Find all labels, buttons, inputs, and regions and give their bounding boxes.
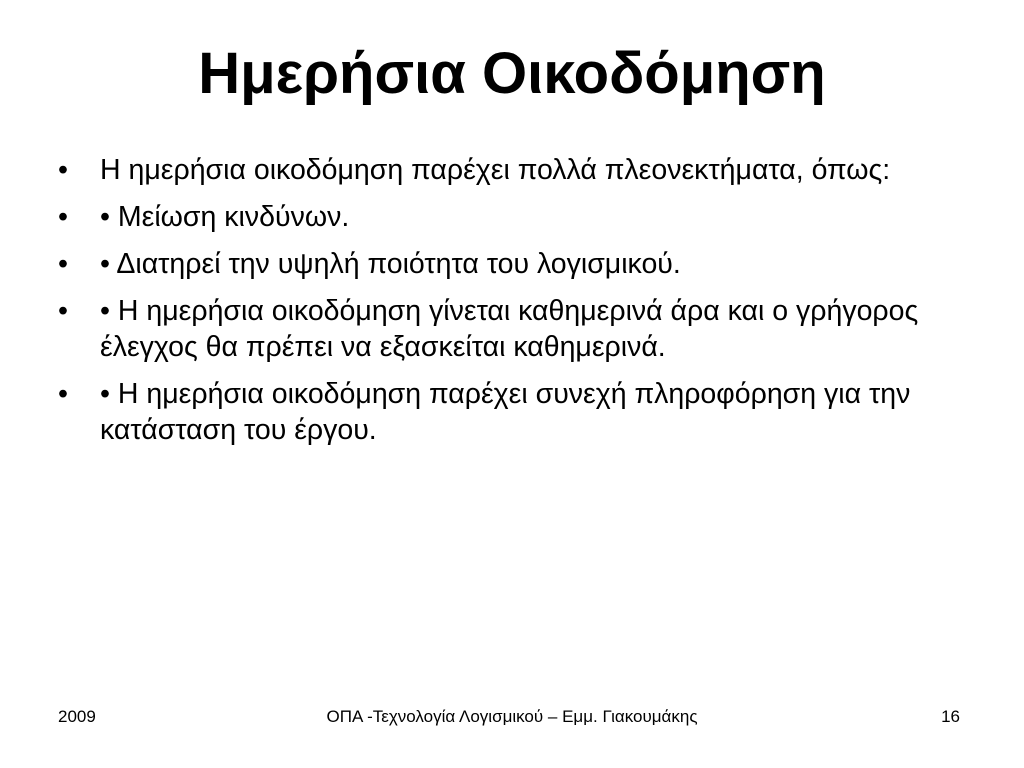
footer-course: ΟΠΑ -Τεχνολογία Λογισμικού – Εμμ. Γιακουμάκης (326, 707, 698, 726)
bullet-text: • Η ημερήσια οικοδόμηση παρέχει συνεχή πληροφόρηση για την κατάσταση του έργου. (100, 378, 911, 446)
slide-title: Ημερήσια Οικοδόμηση (198, 41, 826, 106)
bullet-text: • Η ημερήσια οικοδόμηση γίνεται καθημερινά άρα και ο γρήγορος έλεγχος θα πρέπει να εξασκείται καθημερινά. (100, 295, 919, 363)
bullet-text: • Διατηρεί την υψηλή ποιότητα του λογισμικού. (100, 248, 681, 280)
bullet-text: • Μείωση κινδύνων. (100, 201, 350, 233)
bullet-list (58, 152, 988, 459)
bullet-item (58, 246, 988, 282)
bullet-dot-icon: • (58, 248, 68, 280)
bullet-dot-icon: • (58, 201, 68, 233)
bullet-dot-icon: • (58, 154, 68, 186)
bullet-dot-icon: • (58, 378, 68, 410)
bullet-item (58, 199, 988, 235)
footer-page-number: 16 (941, 707, 960, 726)
bullet-item (58, 152, 988, 188)
bullet-text: Η ημερήσια οικοδόμηση παρέχει πολλά πλεονεκτήματα, όπως: (100, 154, 891, 186)
bullet-dot-icon: • (58, 295, 68, 327)
footer-year: 2009 (58, 707, 96, 726)
bullet-item (58, 376, 988, 448)
bullet-item (58, 293, 988, 365)
